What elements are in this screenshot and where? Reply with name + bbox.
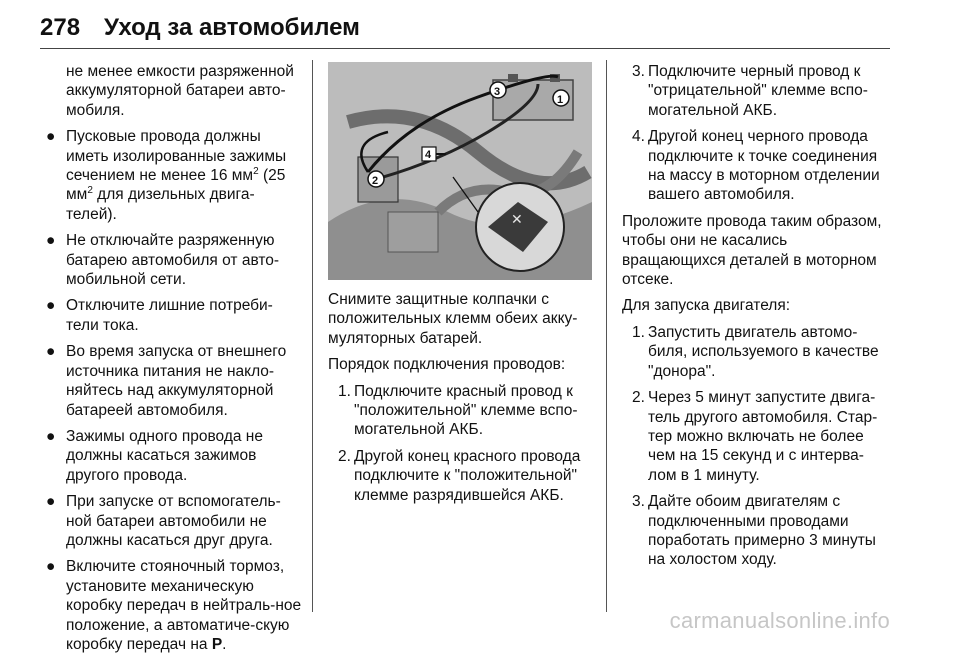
svg-text:✕: ✕: [511, 212, 523, 228]
list-item: 2. Другой конец красного провода подключите к "положительной" клемме разрядившейся АКБ.: [338, 447, 581, 504]
list-item: 3. Дайте обоим двигателям с подключенными проводами поработать примерно 3 минуты на холостом ходу.: [632, 493, 876, 569]
column-divider-2: [606, 60, 607, 612]
bullet-item: ● Не отключайте разряженную батарею автомобиля от авто-мобильной сети.: [46, 232, 280, 289]
list-item: 2. Через 5 минут запустите двига-тель другого автомобиля. Стар-тер можно включать не более чем на 15 секунд и с интерва-лом в 1 минуту.: [632, 389, 878, 484]
bullet-dot-icon: ●: [46, 128, 56, 146]
callout-1: 1: [557, 94, 564, 106]
bullet-dot-icon: ●: [46, 427, 56, 445]
callout-4: 4: [425, 149, 432, 161]
bullet-item: ● Отключите лишние потреби-тели тока.: [46, 297, 273, 334]
watermark: carmanualsonline.info: [669, 608, 890, 633]
figure-caption: Снимите защитные колпачки с положительных клемм обеих акку-муляторных батарей.: [328, 291, 578, 347]
bullet-dot-icon: ●: [46, 297, 56, 315]
page-title: Уход за автомобилем: [104, 14, 360, 41]
bullet-item: ● Включите стояночный тормоз, установите механическую коробку передач в нейтраль-ное положение, а автоматиче-скую коробку передач на P.: [46, 558, 302, 653]
bullet-dot-icon: ●: [46, 558, 56, 576]
callout-3: 3: [494, 86, 501, 98]
list-item: 1. Подключите красный провод к "положительной" клемме вспо-могательной АКБ.: [338, 382, 578, 439]
bullet-item: ● При запуске от вспомогатель-ной батареи автомобили не должны касаться друг друга.: [46, 493, 281, 549]
page-number: 278: [40, 14, 81, 41]
list-item: 4. Другой конец черного провода подключите к точке соединения на массу в моторном отделении вашего автомобиля.: [632, 128, 880, 204]
header-rule: [40, 48, 890, 49]
list-item: 1. Запустить двигатель автомо-биля, используемого в качестве "донора".: [632, 323, 879, 380]
column-3: [622, 62, 890, 577]
bullet-dot-icon: ●: [46, 343, 56, 361]
page-header: [40, 14, 360, 42]
bullet-item: ● Во время запуска от внешнего источника питания не накло-няйтесь над аккумуляторной батареей автомобиля.: [46, 343, 287, 419]
bullet-dot-icon: ●: [46, 493, 56, 511]
order-heading: Порядок подключения проводов:: [328, 356, 566, 374]
bullet-dot-icon: ●: [46, 232, 56, 250]
engine-bay-drawing: [328, 62, 592, 280]
intro-text: не менее емкости разряженной аккумуляторной батареи авто-мобиля.: [66, 63, 294, 119]
column-1: [40, 62, 302, 661]
routing-text: Проложите провода таким образом, чтобы они не касались вращающихся деталей в моторном отсеке.: [622, 212, 882, 289]
column-2: [328, 290, 593, 512]
engine-bay-illustration: [328, 62, 592, 280]
list-item: 3. Подключите черный провод к "отрицательной" клемме вспо-могательной АКБ.: [632, 63, 868, 119]
bullet-item: ● Пусковые провода должны иметь изолированные зажимы сечением не менее 16 $мм^2$ (25 $мм^2$ для дизельных двига-телей).: [46, 128, 287, 223]
bullet-item: ● Зажимы одного провода не должны касаться зажимов другого провода.: [46, 427, 263, 484]
column-divider-1: [312, 60, 313, 612]
callout-2: 2: [372, 175, 379, 187]
start-heading: Для запуска двигателя:: [622, 297, 791, 315]
